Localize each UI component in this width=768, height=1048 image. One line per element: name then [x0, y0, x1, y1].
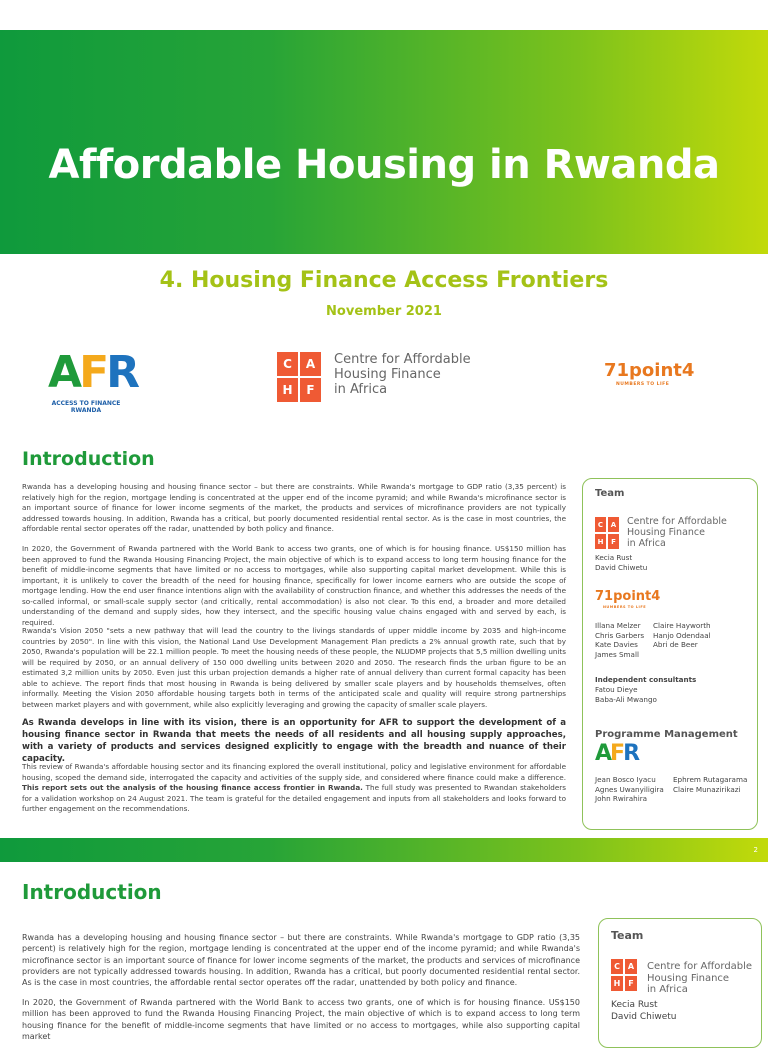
team-member-name: Illana Melzer [595, 621, 641, 630]
cahf-logo-cell: A [608, 517, 619, 532]
team-member-name: Kecia Rust [611, 1000, 658, 1010]
intro-sentence-bold: This report sets out the analysis of the housing finance access frontier in Rwanda. [22, 783, 363, 792]
pm-team-col1 [595, 775, 664, 804]
publication-date: November 2021 [326, 304, 442, 319]
afr-logo-letter-a: A [48, 347, 80, 398]
cahf-logo-text [627, 517, 727, 550]
cahf-logo-cell: H [595, 534, 606, 549]
team-member-name: Hanjo Odendaal [653, 630, 711, 640]
cahf-logo-cell: C [277, 352, 298, 376]
intro-highlight-paragraph: As Rwanda develops in line with its vision, there is an opportunity for AFR to support the development of a housing finance sector in Rwanda that meets the needs of all residents and all housing supply approaches, with a variety of products and services designed explicitly to engage with the breadth and nuance of their capacity. [22, 718, 566, 764]
intro-sentence: The full study was presented to Rwandan stakeholders for a validation workshop on 24 August 2021. The team is grateful for the detailed engagement and inputs from all stakeholders and looks forward to further engagement on the recommendations. [22, 783, 566, 813]
team-member-name: Kecia Rust [595, 553, 633, 562]
team-member-name: Claire Munazirikazi [673, 784, 741, 794]
team-sidebar [582, 478, 758, 830]
cahf-logo-line: in Africa [334, 381, 388, 397]
cahf-logo-cell: A [300, 352, 321, 376]
page-number: 2 [753, 846, 758, 854]
team-member-name: Abri de Beer [653, 640, 698, 649]
cahf-logo-line: Centre for Affordable [627, 516, 727, 527]
team-heading: Team [595, 488, 625, 499]
71point4-logo-name: 71point4 [604, 360, 695, 381]
team-member-name: Agnes Uwanyiligira [595, 784, 664, 794]
cahf-logo-line: in Africa [647, 984, 688, 995]
team-member-name: Baba-Ali Mwango [595, 694, 657, 704]
intro-paragraph: Rwanda's Vision 2050 "sets a new pathway that will lead the country to the livings standards of upper middle income by 2035 and high-income countries by 2050". In line with this vision, the National Land Use Development Management Plan predicts a 2% annual growth rate, such that by 2050, Rwanda's population will be 22.1 million people. To meet the housing needs of these people, the NLUDMP projects that 5,5 million dwelling units will be required by 2050, or an annual delivery of 150 000 dwelling units between 2020 and 2050. The research finds the urban figure to be an estimated 3,2 million units by 2050. Even just this urban projection demands a higher rate of annual delivery than current formal capacity has been able to achieve. The report finds that most housing in Rwanda is being delivered by smaller scale players and by households themselves, often informally. Meeting the Vision 2050 affordable housing targets both in terms of the anticipated scale and quality will require strong partnerships between market players and with government, while also explicitly leveraging and growing the capacity of smaller scale players. [22, 626, 566, 709]
afr-logo-letter-f: F [79, 347, 107, 398]
section-heading-introduction: Introduction [22, 448, 155, 470]
cahf-team-members [611, 999, 676, 1023]
programme-management-heading: Programme Management [595, 729, 738, 740]
cahf-logo-line: Centre for Affordable [334, 352, 471, 367]
intro-paragraph [22, 762, 566, 815]
team-member-name: James Small [595, 649, 639, 659]
cahf-logo-cell: H [611, 976, 623, 991]
team-member-name: David Chiwetu [595, 562, 648, 572]
cahf-logo-cell: C [595, 517, 606, 532]
afr-logo-letter-r: R [623, 741, 639, 766]
cahf-logo-line: Housing Finance [334, 366, 441, 382]
intro-paragraph: Rwanda has a developing housing and housing finance sector – but there are constraints. While Rwanda's mortgage to GDP ratio (3,35 percent) is relatively high for the region, mortgage lending is concentrated at the upper end of the income pyramid; and while Rwanda's microfinance sector is an important source of finance for lower income segments of the market, the products and services of microfinance providers are not typically addressed towards housing. In addition, Rwanda has a critical, but poorly documented residential rental sector. As is the case in most countries, the affordable rental sector operates off the radar, unattended by both policy and finance. [22, 482, 566, 533]
team-heading: Team [611, 929, 644, 942]
afr-logo-name: ACCESS TO FINANCE RWANDA [51, 400, 121, 414]
consultants-heading: Independent consultants [595, 675, 697, 684]
team-member-name: Chris Garbers [595, 630, 645, 640]
cahf-logo-text [334, 353, 471, 398]
cahf-logo-cell: F [608, 534, 619, 549]
afr-logo [595, 741, 638, 767]
intro-paragraph: In 2020, the Government of Rwanda partnered with the World Bank to access two grants, one of which is for housing finance. US$150 million has been approved to fund the Rwanda Housing Financing Project, the main objective of which is to expand access to long term housing finance for the benefit of middle-income segments that have limited or no access to mortgages, while also supporting capital market [22, 998, 580, 1041]
afr-logo-letter-a: A [595, 741, 611, 766]
document-title: Affordable Housing in Rwanda [48, 142, 720, 188]
team-member-name: David Chiwetu [611, 1012, 677, 1022]
cover-banner [0, 30, 768, 254]
pm-team-col2 [673, 775, 747, 794]
71point4-logo-name: 71point4 [595, 589, 661, 604]
cahf-logo-line: Centre for Affordable [647, 961, 753, 972]
cahf-logo-line: Housing Finance [647, 972, 730, 984]
intro-sentence: This review of Rwanda's affordable housing sector and its financing explored the overall institutional, policy and legislative environment for affordable housing, scoped the demand side, interrogated the capacity and activities of the supply side, and considered where finance could make a difference. [22, 762, 566, 782]
team-member-name: John Rwirahira [595, 794, 648, 803]
cahf-logo-cell: F [625, 976, 637, 991]
cahf-team-members [595, 553, 647, 572]
cahf-logo-mark [611, 959, 637, 991]
page-divider-band [0, 838, 768, 862]
cahf-logo-cell: A [625, 959, 637, 974]
afr-logo-letter-f: F [610, 741, 624, 766]
cahf-logo-cell: H [277, 378, 298, 402]
cahf-logo-line: in Africa [627, 537, 666, 549]
intro-paragraph: In 2020, the Government of Rwanda partnered with the World Bank to access two grants, one of which is for housing finance. US$150 million has been approved to fund the Rwanda Housing Financing Project, the main objective of which is to expand access to long term housing finance for the benefit of middle-income segments that have limited or no access to mortgages, while also supporting capital market development. While this is important, it is unlikely to cover the breadth of the need for housing finance, specifically for lower income earners who are outside the scope of mortgage lending. How the end user finance intentions align with the availability of construction finance, and whether this addresses the needs of the so-called informal, or small-scale supply sector (and critically, rental accommodation) is also not clear. To this end, a broader and more detailed understanding of the demand and supply sides, how they intersect, and the specific housing value chains engaged with and served by each, is required. [22, 544, 566, 627]
intro-paragraph: Rwanda has a developing housing and housing finance sector – but there are constraints. While Rwanda's mortgage to GDP ratio (3,35 percent) is relatively high for the region, mortgage lending is concentrated at the upper end of the income pyramid; and while Rwanda's microfinance sector is an important source of finance for lower income segments of the market, the products and services of microfinance providers are not typically addressed towards housing. In addition, Rwanda has a critical, but poorly documented residential rental sector. As is the case in most countries, the affordable rental sector operates off the radar, unattended by both policy and finance. [22, 933, 580, 988]
cahf-logo-text [647, 961, 752, 996]
cahf-logo-cell: F [300, 378, 321, 402]
document-subtitle: 4. Housing Finance Access Frontiers [159, 268, 609, 293]
cahf-logo-mark [595, 517, 619, 549]
team-member-name: Kate Davies [595, 640, 638, 649]
71point4-logo-tagline: NUMBERS TO LIFE [603, 605, 647, 609]
team-member-name: Ephrem Rutagarama [673, 775, 748, 784]
afr-logo-letter-r: R [106, 347, 138, 398]
team-member-name: Claire Hayworth [653, 621, 711, 630]
section-heading-introduction: Introduction [22, 880, 162, 904]
71point4-team-col1 [595, 621, 644, 659]
team-member-name: Fatou Dieye [595, 685, 638, 694]
cahf-logo-line: Housing Finance [627, 526, 705, 538]
71point4-team-col2 [653, 621, 711, 650]
71point4-logo-tagline: NUMBERS TO LIFE [616, 382, 670, 387]
team-sidebar [598, 918, 762, 1048]
consultants-list [595, 685, 657, 704]
cahf-logo-mark [277, 352, 321, 402]
cahf-logo-cell: C [611, 959, 623, 974]
team-member-name: Jean Bosco Iyacu [595, 775, 656, 784]
afr-logo [36, 348, 136, 412]
